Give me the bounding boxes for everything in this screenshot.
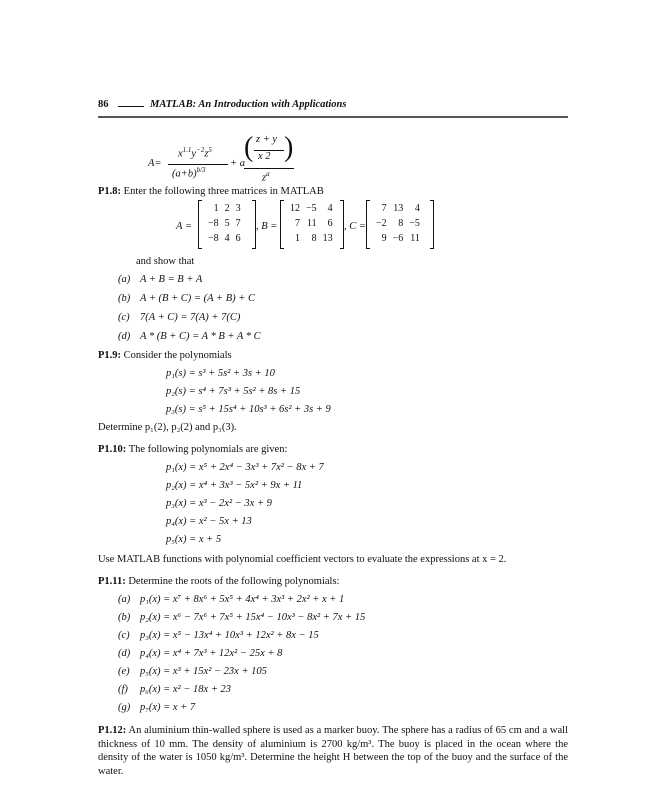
item-expr: A + B = B + A [140,274,203,285]
matrix-cell: 9 [381,233,387,244]
matrix-cell: −5 [306,203,317,214]
problem-1-10-heading: P1.10: The following polynomials are given: [98,444,288,455]
matrix-cell: −8 [208,233,219,244]
formula-a-denominator: $(a+b)^{b/3}$ [172,166,206,180]
item-tag: (d) [118,648,131,659]
matrix-cell: 1 [295,233,300,244]
matrix-cell: 4 [224,233,230,244]
formula-a-inner-top: z + y [256,134,278,145]
matrix-cell: −8 [208,218,219,229]
problem-1-12-paragraph [98,724,568,778]
problem-1-12-label: P1.12: [98,725,127,736]
matrix-c [366,200,434,249]
matrix-a [198,200,256,249]
formula-a-left-paren: ( [244,132,254,163]
matrix-cell: 11 [307,218,317,229]
matrix-cell: 6 [327,218,333,229]
matrix-row [202,216,241,231]
matrix-a-label: A = [176,221,192,232]
matrix-cell: 4 [414,203,420,214]
item-expr: p₁(x) = x⁷ + 8x⁶ + 5x⁵ + 4x⁴ + 3x³ + 2x² + x + 1 [140,594,345,605]
matrix-cell: −2 [376,218,387,229]
item-tag: (d) [118,331,131,342]
item-tag: (f) [118,684,128,695]
formula-a-plus-a: + a [230,158,245,169]
item-expr: 7(A + C) = 7(A) + 7(C) [140,312,241,323]
item-tag: (a) [118,594,131,605]
matrix-cell: 6 [235,233,241,244]
matrix-cell: 7 [235,218,241,229]
item-expr: p₄(x) = x⁴ + 7x³ + 12x² − 25x + 8 [140,648,283,659]
matrix-cell: 2 [224,203,230,214]
matrix-row [370,216,420,231]
formula-a-lhs: A= [148,158,162,169]
item-expr: p₅(x) = x³ + 15x² − 23x + 105 [140,666,267,677]
formula-a-outer-line [244,168,294,169]
problem-1-9-heading: P1.9: Consider the polynomials [98,350,232,361]
item-tag: (c) [118,630,130,641]
poly-p3x: p₃(x) = x³ − 2x² − 3x + 9 [166,498,272,509]
item-expr: p₂(x) = x⁶ − 7x⁶ + 7x⁵ + 15x⁴ − 10x³ − 8x² + 7x + 15 [140,612,366,623]
formula-a-fraction-line [168,164,228,165]
matrix-cell: 13 [393,203,404,214]
poly-p1s: p₁(s) = s³ + 5s² + 3s + 10 [166,368,275,379]
formula-a-outer-den: $z^a$ [262,170,270,184]
poly-p2s: p₂(s) = s⁴ + 7s³ + 5s² + 8s + 15 [166,386,301,397]
formula-a-numerator: $x^{1.1}y^{-2}z^5$ [178,146,212,160]
poly-p3s: p₃(s) = s⁵ + 15s⁴ + 10s³ + 6s² + 3s + 9 [166,404,331,415]
matrix-row [284,216,333,231]
formula-a-inner-bottom: x 2 [258,151,271,162]
poly-p5x: p₅(x) = x + 5 [166,534,222,545]
matrix-cell: 3 [235,203,241,214]
item-expr: A * (B + C) = A * B + A * C [140,331,261,342]
matrix-c-label: , C = [344,221,366,232]
item-expr: p₇(x) = x + 7 [140,702,196,713]
item-tag: (b) [118,293,131,304]
problem-1-11-heading: P1.11: Determine the roots of the following polynomials: [98,576,340,587]
matrix-cell: 8 [311,233,317,244]
item-expr: A + (B + C) = (A + B) + C [140,293,255,304]
matrix-b-label: , B = [256,221,278,232]
formula-a-right-paren: ) [284,132,294,163]
item-tag: (a) [118,274,131,285]
matrix-cell: 7 [381,203,387,214]
matrix-row [202,201,241,216]
item-tag: (e) [118,666,130,677]
matrix-cell: 7 [295,218,300,229]
item-expr: p₃(x) = x⁵ − 13x⁴ + 10x³ + 12x² + 8x − 15 [140,630,319,641]
page-number: 86 [98,99,109,110]
matrix-row [284,201,333,216]
problem-1-8-heading: P1.8: Enter the following three matrices in MATLAB [98,186,324,197]
poly-p4x: p₄(x) = x² − 5x + 13 [166,516,252,527]
item-tag: (b) [118,612,131,623]
book-title: MATLAB: An Introduction with Applications [150,99,347,110]
item-tag: (g) [118,702,131,713]
show-that-text: and show that [136,256,195,267]
item-expr: p₆(x) = x² − 18x + 23 [140,684,232,695]
item-tag: (c) [118,312,130,323]
matrix-row [202,231,241,246]
running-header [98,98,568,116]
header-dash [118,106,144,107]
matrix-row [370,201,420,216]
matrix-b [280,200,344,249]
matrix-cell: 5 [224,218,230,229]
determine-text: Determine p₁(2), p₂(2) and p₃(3). [98,422,237,433]
matrix-cell: −6 [392,233,404,244]
matrix-cell: −5 [409,218,420,229]
matrix-cell: 1 [213,203,219,214]
matrix-cell: 4 [327,203,333,214]
matrix-row [370,231,420,246]
header-rule [98,116,568,118]
poly-p2x: p₂(x) = x⁴ + 3x³ − 5x² + 9x + 11 [166,480,303,491]
matrix-row [284,231,333,246]
matrix-cell: 13 [322,233,333,244]
matrix-cell: 12 [290,203,300,214]
poly-p1x: p₁(x) = x⁵ + 2x⁴ − 3x³ + 7x² − 8x + 7 [166,462,324,473]
use-matlab-text: Use MATLAB functions with polynomial coefficient vectors to evaluate the expressions at x = 2. [98,554,507,565]
matrix-cell: 11 [410,233,420,244]
matrix-cell: 8 [398,218,404,229]
problem-1-12-text: An aluminium thin-walled sphere is used as a marker buoy. The sphere has a radius of 65 cm and a wall thickness of 10 mm. The density of aluminium is 2700 kg/m³. The buoy is placed in the ocean where the density of the water is 1050 kg/m³. Determine the height H between the top of the buoy and the surface of the water. [98,725,569,777]
